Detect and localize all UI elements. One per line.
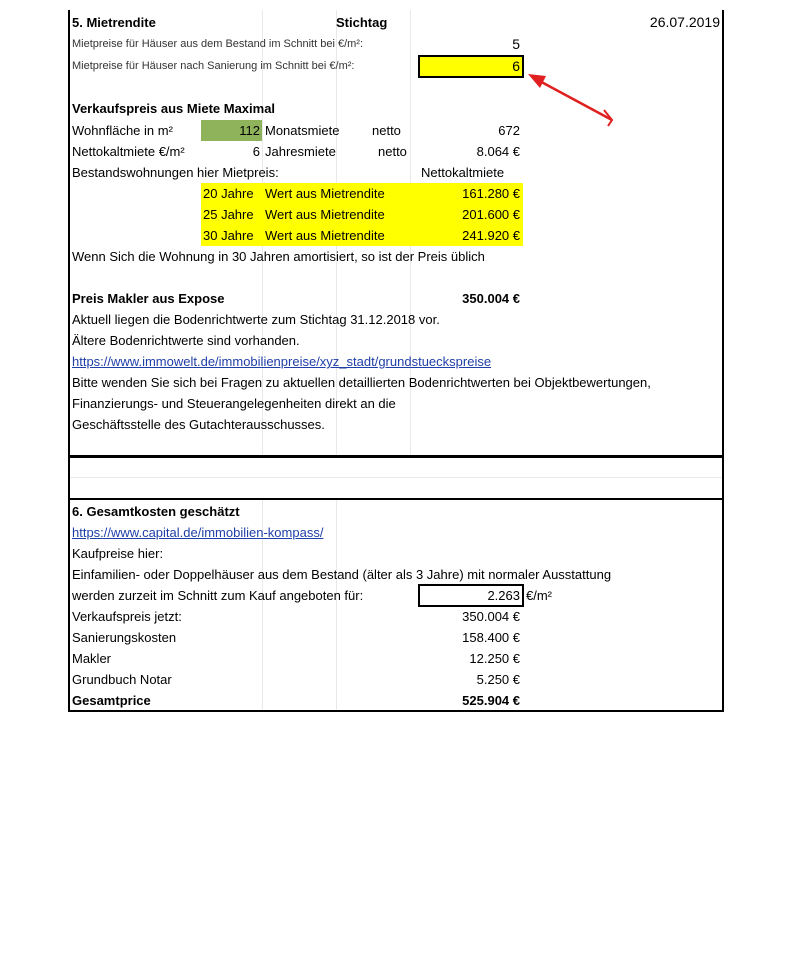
wohnflaeche-label: Wohnfläche in m²: [72, 123, 173, 138]
monatsmiete-value: 672: [498, 123, 520, 138]
gesamtpreis-label: Gesamtprice: [72, 693, 151, 708]
sanierungskosten-label: Sanierungskosten: [72, 630, 177, 645]
jahresmiete-label: Jahresmiete: [265, 144, 336, 159]
immowelt-link[interactable]: https://www.immowelt.de/immobilienpreise/xyz_stadt/grundstueckspreise: [72, 354, 492, 369]
verkaufspreis-label: Verkaufspreis jetzt:: [72, 609, 182, 624]
years-25: 25 Jahre: [203, 207, 254, 222]
mietpreis-bestand-value: 5: [512, 36, 520, 52]
grundbuch-notar-value: 5.250 €: [476, 672, 520, 687]
jahresmiete-value: 8.064 €: [476, 144, 520, 159]
grundbuch-notar-label: Grundbuch Notar: [72, 672, 172, 687]
bestandswohnungen-label: Bestandswohnungen hier Mietpreis:: [72, 165, 279, 180]
wert-label-20: Wert aus Mietrendite: [265, 186, 385, 201]
kaufpreise-text-1: Einfamilien- oder Doppelhäuser aus dem Bestand (älter als 3 Jahre) mit normaler Ausstattung: [72, 567, 612, 582]
wert-label-25: Wert aus Mietrendite: [265, 207, 385, 222]
netto-label-1: netto: [372, 123, 401, 138]
sanierungskosten-value: 158.400 €: [462, 630, 520, 645]
years-30: 30 Jahre: [203, 228, 254, 243]
nettokaltmiete-header: Nettokaltmiete: [421, 165, 505, 180]
section-6-title: 6. Gesamtkosten geschätzt: [72, 504, 240, 519]
capital-link[interactable]: https://www.capital.de/immobilien-kompass/: [72, 525, 324, 540]
spacer-box: [68, 456, 724, 500]
wert-value-20: 161.280 €: [462, 186, 520, 201]
kaufpreise-text-2: werden zurzeit im Schnitt zum Kauf angeboten für:: [72, 588, 364, 603]
nettokaltmiete-value: 6: [252, 144, 260, 159]
mietpreis-saniert-value: 6: [512, 58, 520, 74]
mietpreis-bestand-label: Mietpreise für Häuser aus dem Bestand im Schnitt bei €/m²:: [72, 38, 364, 50]
red-arrow-icon: [520, 66, 620, 130]
bodenrichtwerte-text-4: Finanzierungs- und Steuerangelegenheiten direkt an die: [72, 396, 396, 411]
wert-value-30: 241.920 €: [462, 228, 520, 243]
mietpreis-saniert-label: Mietpreise für Häuser nach Sanierung im Schnitt bei €/m²:: [72, 60, 355, 72]
stichtag-date: 26.07.2019: [649, 14, 720, 30]
wert-value-25: 201.600 €: [462, 207, 520, 222]
preis-makler-label: Preis Makler aus Expose: [72, 291, 225, 306]
bodenrichtwerte-text-5: Geschäftsstelle des Gutachterausschusses.: [72, 417, 325, 432]
stichtag-label: Stichtag: [336, 15, 388, 30]
makler-label: Makler: [72, 651, 112, 666]
preis-makler-value: 350.004 €: [462, 291, 520, 306]
wohnflaeche-value: 112: [239, 123, 260, 138]
bodenrichtwerte-text-3: Bitte wenden Sie sich bei Fragen zu aktuellen detaillierten Bodenrichtwerten bei Objektbewertungen,: [72, 375, 651, 390]
nettokaltmiete-label: Nettokaltmiete €/m²: [72, 144, 185, 159]
monatsmiete-label: Monatsmiete: [265, 123, 340, 138]
wert-label-30: Wert aus Mietrendite: [265, 228, 385, 243]
amortisierung-text: Wenn Sich die Wohnung in 30 Jahren amortisiert, so ist der Preis üblich: [72, 249, 485, 264]
years-20: 20 Jahre: [203, 186, 254, 201]
netto-label-2: netto: [378, 144, 407, 159]
gesamtpreis-value: 525.904 €: [462, 693, 520, 708]
kaufpreise-label: Kaufpreise hier:: [72, 546, 164, 561]
verkaufspreis-heading: Verkaufspreis aus Miete Maximal: [72, 101, 276, 116]
makler-value: 12.250 €: [469, 651, 520, 666]
kaufpreis-value: 2.263: [487, 588, 520, 603]
kaufpreis-unit: €/m²: [526, 588, 552, 603]
section-5-title: 5. Mietrendite: [72, 15, 156, 30]
verkaufspreis-value: 350.004 €: [462, 609, 520, 624]
bodenrichtwerte-text-1: Aktuell liegen die Bodenrichtwerte zum Stichtag 31.12.2018 vor.: [72, 312, 440, 327]
bodenrichtwerte-text-2: Ältere Bodenrichtwerte sind vorhanden.: [72, 333, 300, 348]
